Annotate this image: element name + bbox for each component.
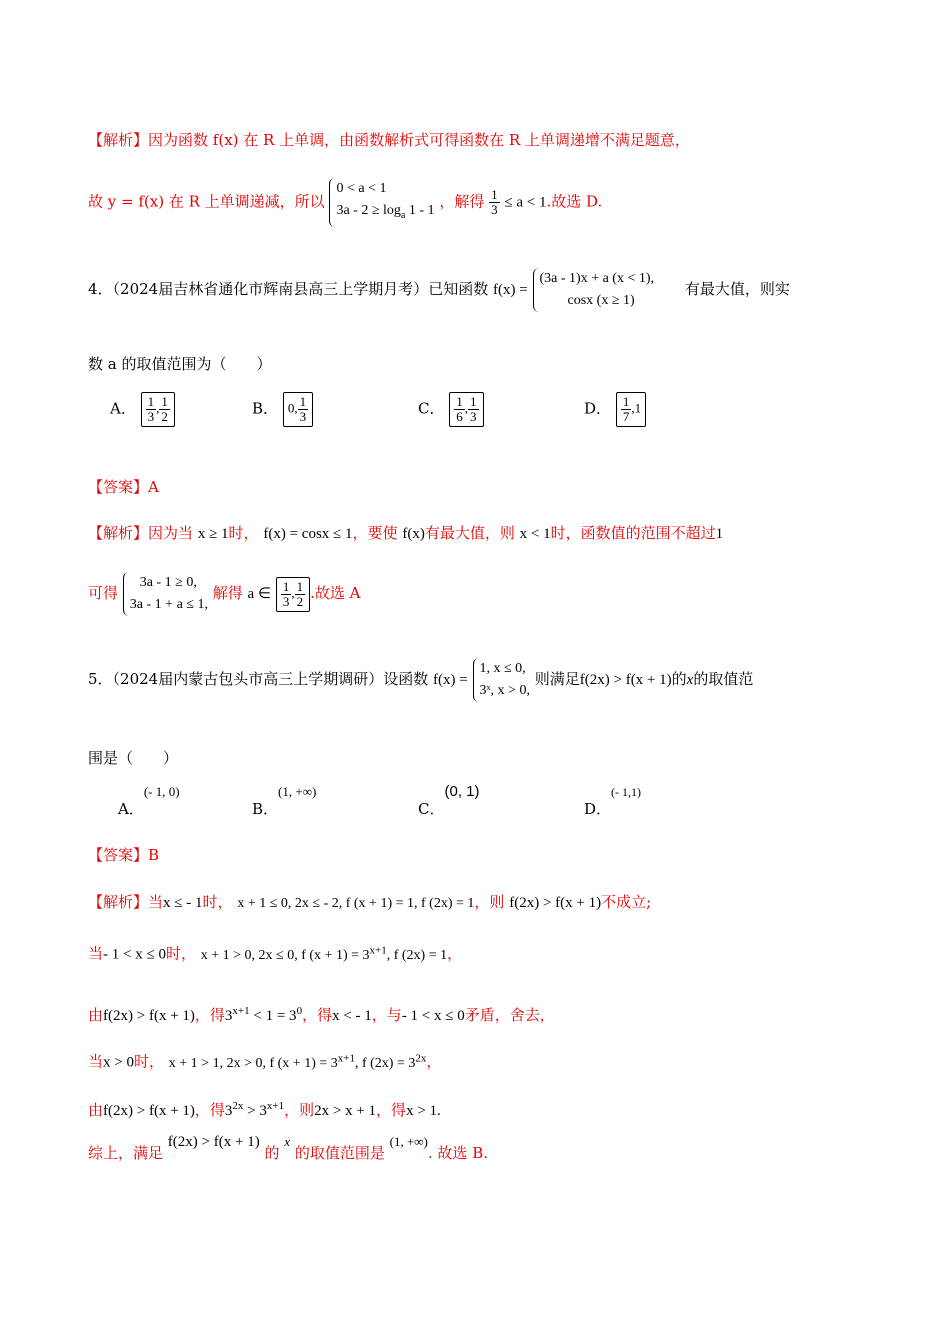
solution-text: ，得 [376,1101,407,1119]
q5-option-d[interactable] [584,780,642,818]
q5-option-b[interactable] [252,780,317,818]
interval: $\frac{1}{3}$ , $\frac{1}{2}$ [276,577,310,612]
numerator: 1 [470,394,477,409]
solution-text: 时， [202,893,233,911]
exponent: x+1 [266,1100,285,1112]
option-text: (0, 1) [444,783,480,800]
math-expr: x > 1 [406,1103,438,1119]
math-expr: f(2x) > f(x + 1) [103,1103,195,1119]
solution-tag: 【解析】 [88,524,149,542]
inequality-system [329,178,434,227]
function-name: f(x) = [433,672,468,688]
solution-text: 的 [264,1144,280,1162]
interval [283,392,313,427]
system-row: 1 - 1 [405,203,435,218]
solution-text: ，得 [194,1101,225,1119]
math-var: x [686,672,694,688]
q5-stem-line-2: 围是（ ） [88,749,179,767]
math-expr: x < 1 [519,526,551,542]
log-base: a [400,209,406,221]
solution-text: ，得 [302,1006,333,1024]
solution-text: ，与 [371,1006,402,1024]
solution-text: 有最大值，则 [424,524,515,542]
numerator: 1 [491,186,498,202]
solution-text: 当 [148,893,164,911]
q5-solution-line-3 [88,1001,555,1026]
solution-tag: 【解析】 [88,131,149,149]
math-expr: f(x) = cosx ≤ 1 [263,526,353,542]
math-expr [224,1005,303,1024]
denominator: 3 [470,409,477,424]
q4-option-d[interactable] [584,392,646,427]
option-label: B． [252,800,279,818]
math-expr: . [437,1103,441,1119]
question-text: 则满足 [534,670,580,688]
solution-text: ，则 [284,1101,315,1119]
math-expr: f(2x) > f(x + 1) [579,672,672,688]
option-label: C． [418,800,445,818]
inequality-system [123,572,208,616]
solution-text: ， [447,944,463,963]
numerator: 1 [161,394,168,409]
solution-text: 时， [133,1052,164,1071]
fraction [621,395,632,424]
q5-solution-line-1 [88,892,651,914]
q4-option-c[interactable] [418,392,484,427]
q5-solution-line-4 [88,1048,441,1074]
solution-text: 当 [88,944,104,963]
fraction [489,188,500,217]
solution-text: 由 [88,1101,104,1119]
math-part: 3 [224,1103,233,1119]
option-label: C． [418,399,445,418]
question-number: 4． [88,280,113,298]
q4-option-a[interactable] [110,392,175,427]
denominator: 2 [296,593,304,609]
math-expr: 2x > x + 1 [314,1103,377,1119]
exponent: 2x [232,1100,244,1112]
denominator: 3 [147,409,155,424]
solution-text: ， [426,1052,442,1071]
math-expr: x < - 1 [332,1008,372,1024]
prev-solution-line-1 [88,130,690,150]
case-row: (3a - 1)x + a (x < 1), [539,271,655,286]
exponent: x+1 [337,1052,355,1064]
fraction [454,395,465,424]
system-row: 3a - 1 ≥ 0, [139,575,197,590]
solution-text: 当 [88,1052,104,1071]
system-row: 3a - 2 ≥ log [336,203,401,218]
case-row: cosx (x ≥ 1) [567,293,635,308]
case-row: 1, x ≤ 0, [479,661,526,676]
fraction [281,580,292,609]
math-expr [200,944,448,963]
solution-text: . 故选 B. [427,1144,488,1162]
math-part: x + 1 > 0, 2x ≤ 0, f (x + 1) = 3 [200,947,370,963]
option-text: (- 1, 0) [143,784,180,799]
solution-text: 的取值范围是 [294,1144,385,1162]
solution-text: 因为当 [148,524,194,542]
solution-text: ，要使 [352,524,398,542]
case-row: 3ˣ, x > 0, [479,683,530,698]
question-source: （2024届吉林省通化市辉南县高三上学期月考）已知函数 [112,280,489,298]
exponent: 2x [415,1052,427,1064]
solution-text: 故 y = f(x) 在 R 上单调递减，所以 [88,192,325,211]
fraction [468,395,479,424]
option-label: A． [110,399,136,418]
option-label: A． [118,800,144,818]
math-expr: x ≤ - 1 [163,895,203,911]
question-text: 有最大值，则实 [684,280,790,298]
math-part: > 3 [243,1103,267,1119]
option-label: D． [584,399,612,418]
q4-answer: 【答案】A [88,478,159,496]
fraction [298,395,309,424]
numerator: 1 [622,394,630,409]
question-text: 的取值范 [693,670,754,688]
math-expr: x > 0 [103,1054,134,1071]
solution-text: .故选 A [310,584,361,602]
denominator: 7 [622,409,630,424]
question-text: 的 [671,670,687,688]
math-part: 3 [224,1008,233,1024]
solution-text: 可得 [88,584,119,602]
denominator: 3 [491,201,498,217]
denominator: 2 [161,409,168,424]
interval: $\frac{1}{6}$ , $\frac{1}{3}$ [449,392,483,427]
system-row: 3a - 1 + a ≤ 1, [129,597,208,612]
math-expr: f(x) [402,526,425,542]
math-expr: x ≥ 1 [197,526,229,542]
option-text: (1, +∞) [278,784,317,799]
math-part: , f (2x) = 1 [386,947,448,963]
interval-text: ,1 [631,400,642,416]
math-expr: f(2x) > f(x + 1) [509,895,602,911]
math-expr: ≤ a < 1 [504,194,547,211]
math-expr: 1 [715,526,724,542]
math-part: < 1 = 3 [249,1008,297,1024]
fraction [159,395,170,424]
solution-text: 时， [165,944,196,963]
math-expr [224,1100,285,1119]
numerator: 1 [147,394,155,409]
numerator: 1 [282,578,290,594]
exponent: 0 [296,1005,303,1017]
q4-stem-line-2: 数 a 的取值范围为（ ） [88,355,272,373]
numerator: 1 [456,394,463,409]
interval: $\frac{1}{3}$ , $\frac{1}{2}$ [141,392,175,427]
piecewise-function [473,658,530,702]
solution-text: 综上，满足 [88,1144,164,1162]
solution-text: ，则 [474,893,505,911]
solution-text: ，解得 [439,192,485,211]
math-expr: (1, +∞) [389,1134,428,1149]
math-var: x [284,1134,291,1149]
question-number: 5． [88,670,113,688]
math-expr: f(2x) > f(x + 1) [103,1008,195,1024]
math-expr: - 1 < x ≤ 0 [103,946,166,963]
numerator: 1 [296,578,304,594]
math-expr [168,1052,427,1071]
math-expr: - 1 < x ≤ 0 [401,1008,465,1024]
denominator: 3 [282,593,290,609]
math-expr: x + 1 ≤ 0, 2x ≤ - 2, f (x + 1) = 1, f (2x) = 1 [237,896,475,911]
system-row: 0 < a < 1 [336,181,387,196]
solution-text: 矛盾，舍去， [464,1006,555,1024]
option-label: D． [584,800,612,818]
math-expr: a ∈ [247,586,272,602]
q4-solution-line-2 [88,572,360,616]
solution-text: 由 [88,1006,104,1024]
denominator: 3 [299,409,307,424]
q4-solution-line-1 [88,523,723,544]
exponent: x+1 [232,1005,250,1017]
q5-option-c[interactable] [418,780,480,818]
solution-text: 时， [228,524,259,542]
solution-text: 不成立; [601,893,652,911]
question-source: （2024届内蒙古包头市高三上学期调研）设函数 [112,670,429,688]
q4-option-b[interactable] [252,392,313,427]
piecewise-function [533,268,655,312]
fraction [295,580,306,609]
function-name: f(x) = [493,282,528,298]
interval-text: 0, [287,400,298,416]
solution-text: 解得 [212,584,243,602]
exponent: x+1 [369,944,387,956]
solution-text: .故选 D. [546,192,603,211]
q5-solution-line-6 [88,1134,488,1164]
math-part: , f (2x) = 3 [354,1055,416,1071]
math-part: x + 1 > 1, 2x > 0, f (x + 1) = 3 [168,1055,338,1071]
option-label: B． [252,399,279,418]
q4-stem [88,268,790,312]
math-expr: f(2x) > f(x + 1) [167,1134,260,1150]
solution-text: ，得 [194,1006,225,1024]
numerator: 1 [299,394,307,409]
denominator: 6 [456,409,463,424]
interval [616,392,646,427]
prev-solution-line-2 [88,178,602,227]
q5-solution-line-5 [88,1096,441,1121]
solution-text: 因为函数 f(x) 在 R 上单调，由函数解析式可得函数在 R 上单调递增不满足题意， [148,131,690,149]
solution-text: 时，函数值的范围不超过 [550,524,716,542]
q5-solution-line-2 [88,940,462,966]
fraction [146,395,157,424]
q5-stem [88,658,753,702]
q5-answer: 【答案】B [88,846,160,864]
option-text: (- 1,1) [611,785,642,799]
q5-option-a[interactable] [118,780,180,818]
solution-tag: 【解析】 [88,893,149,911]
